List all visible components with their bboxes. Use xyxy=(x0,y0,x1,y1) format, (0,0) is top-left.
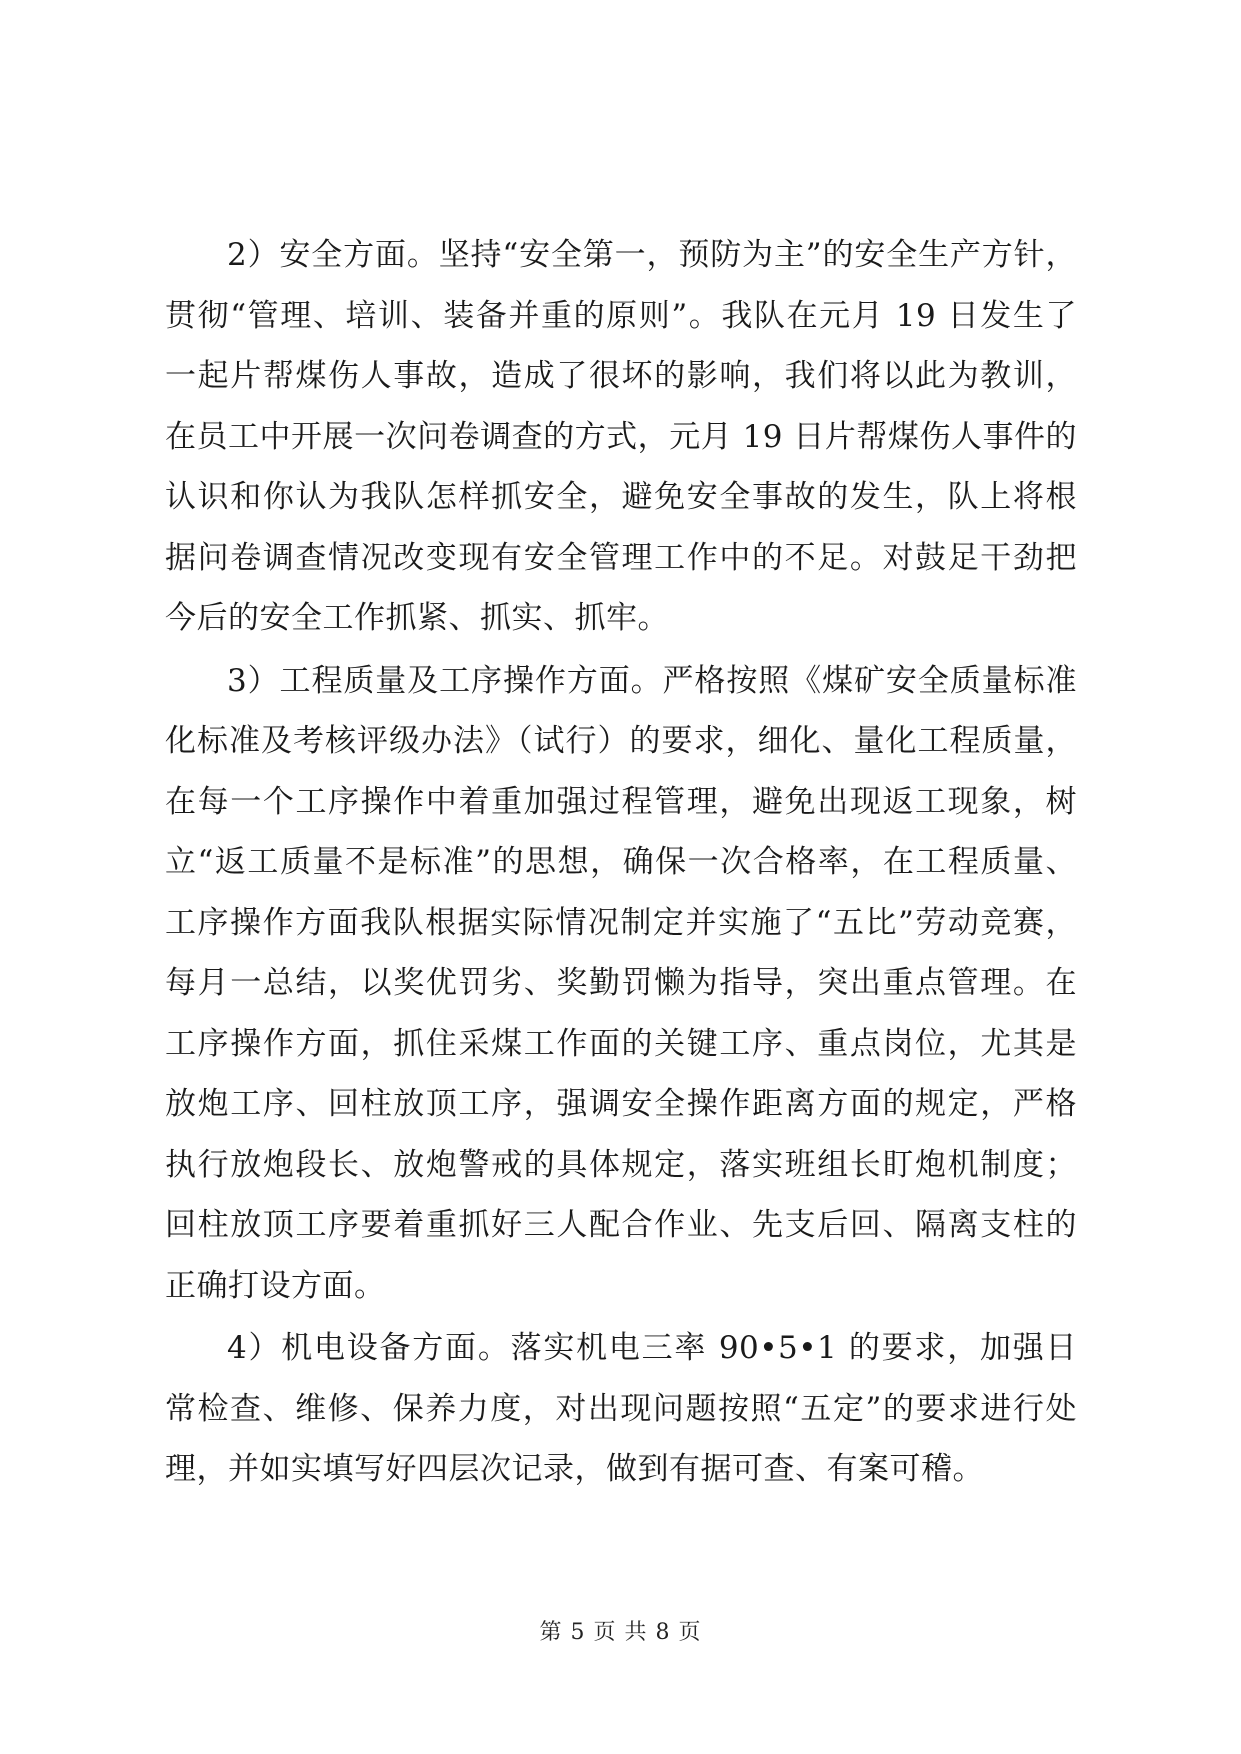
paragraph-electromechanical: 4）机电设备方面。落实机电三率 90•5•1 的要求，加强日常检查、维修、保养力度，对出现问题按照“五定”的要求进行处理，并如实填写好四层次记录，做到有据可查、有案可稽。 xyxy=(165,1330,1077,1487)
document-body xyxy=(165,225,1077,1502)
paragraph-engineering-quality: 3）工程质量及工序操作方面。严格按照《煤矿安全质量标准化标准及考核评级办法》（试行）的要求，细化、量化工程质量，在每一个工序操作中着重加强过程管理，避免出现返工现象，树立“返工质量不是标准”的思想，确保一次合格率，在工程质量、工序操作方面我队根据实际情况制定并实施了“五比”劳动竞赛，每月一总结，以奖优罚劣、奖勤罚懒为指导，突出重点管理。在工序操作方面，抓住采煤工作面的关键工序、重点岗位，尤其是放炮工序、回柱放顶工序，强调安全操作距离方面的规定，严格执行放炮段长、放炮警戒的具体规定，落实班组长盯炮机制度；回柱放顶工序要着重抓好三人配合作业、先支后回、隔离支柱的正确打设方面。 xyxy=(165,662,1077,1304)
page-number-footer: 第 5 页 共 8 页 xyxy=(539,1620,702,1645)
paragraph-safety: 2）安全方面。坚持“安全第一，预防为主”的安全生产方针，贯彻“管理、培训、装备并重的原则”。我队在元月 19 日发生了一起片帮煤伤人事故，造成了很坏的影响，我们将以此为教训，在员工中开展一次问卷调查的方式，元月 19 日片帮煤伤人事件的认识和你认为我队怎样抓安全，避免安全事故的发生，队上将根据问卷调查情况改变现有安全管理工作中的不足。对鼓足干劲把今后的安全工作抓紧、抓实、抓牢。 xyxy=(165,237,1077,636)
